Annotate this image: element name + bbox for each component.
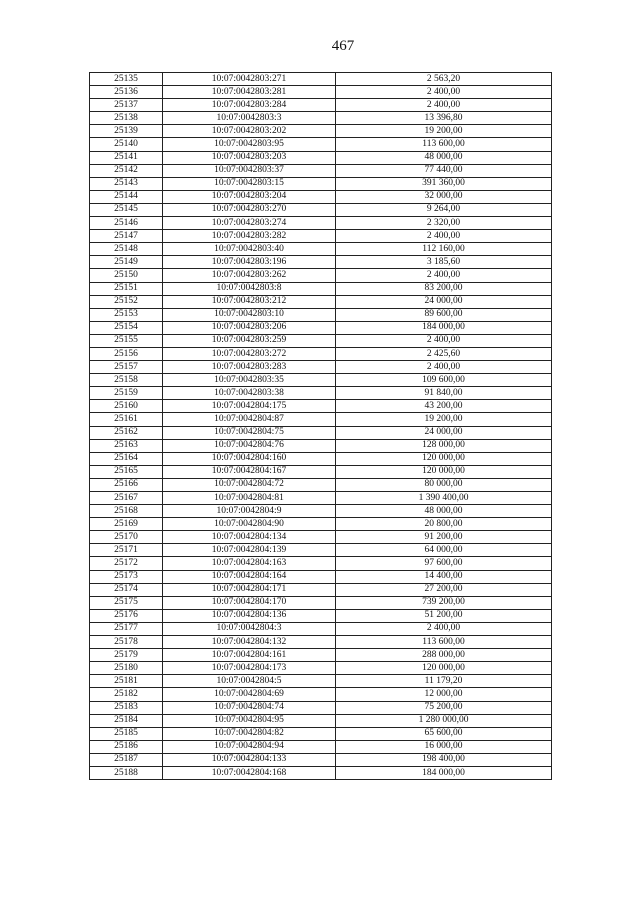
cadastral-value-cell: 184 000,00: [336, 766, 552, 779]
cadastral-value-cell: 91 200,00: [336, 531, 552, 544]
cadastral-number-cell: 10:07:0042803:10: [163, 308, 336, 321]
cadastral-number-cell: 10:07:0042803:37: [163, 164, 336, 177]
row-number-cell: 25172: [90, 557, 163, 570]
row-number-cell: 25163: [90, 439, 163, 452]
cadastral-number-cell: 10:07:0042804:167: [163, 465, 336, 478]
cadastral-value-cell: 2 400,00: [336, 86, 552, 99]
cadastral-value-cell: 19 200,00: [336, 125, 552, 138]
table-row: [90, 727, 552, 740]
table-row: [90, 282, 552, 295]
row-number-cell: 25169: [90, 518, 163, 531]
table-row: [90, 714, 552, 727]
cadastral-value-cell: 16 000,00: [336, 740, 552, 753]
cadastral-value-cell: 80 000,00: [336, 478, 552, 491]
cadastral-number-cell: 10:07:0042804:9: [163, 505, 336, 518]
row-number-cell: 25153: [90, 308, 163, 321]
cadastral-value-cell: 91 840,00: [336, 387, 552, 400]
cadastral-value-cell: 184 000,00: [336, 321, 552, 334]
table-row: [90, 164, 552, 177]
table-row: [90, 766, 552, 779]
table-row: [90, 177, 552, 190]
row-number-cell: 25160: [90, 400, 163, 413]
table-row: [90, 452, 552, 465]
table-row: [90, 753, 552, 766]
table-row: [90, 636, 552, 649]
table-row: [90, 426, 552, 439]
table-row: [90, 374, 552, 387]
cadastral-value-cell: 13 396,80: [336, 112, 552, 125]
table-row: [90, 190, 552, 203]
cadastral-value-cell: 75 200,00: [336, 701, 552, 714]
row-number-cell: 25177: [90, 622, 163, 635]
table-row: [90, 740, 552, 753]
cadastral-number-cell: 10:07:0042804:175: [163, 400, 336, 413]
cadastral-number-cell: 10:07:0042804:163: [163, 557, 336, 570]
cadastral-value-cell: 48 000,00: [336, 505, 552, 518]
cadastral-value-cell: 1 280 000,00: [336, 714, 552, 727]
row-number-cell: 25170: [90, 531, 163, 544]
cadastral-number-cell: 10:07:0042804:134: [163, 531, 336, 544]
cadastral-value-cell: 739 200,00: [336, 596, 552, 609]
cadastral-value-cell: 120 000,00: [336, 662, 552, 675]
cadastral-number-cell: 10:07:0042803:270: [163, 203, 336, 216]
row-number-cell: 25174: [90, 583, 163, 596]
row-number-cell: 25146: [90, 217, 163, 230]
cadastral-number-cell: 10:07:0042804:160: [163, 452, 336, 465]
table-row: [90, 478, 552, 491]
row-number-cell: 25152: [90, 295, 163, 308]
table-row: [90, 596, 552, 609]
table-row: [90, 151, 552, 164]
cadastral-value-cell: 43 200,00: [336, 400, 552, 413]
cadastral-number-cell: 10:07:0042804:74: [163, 701, 336, 714]
cadastral-value-cell: 48 000,00: [336, 151, 552, 164]
table-row: [90, 334, 552, 347]
row-number-cell: 25159: [90, 387, 163, 400]
cadastral-number-cell: 10:07:0042804:94: [163, 740, 336, 753]
table-row: [90, 492, 552, 505]
cadastral-value-cell: 2 400,00: [336, 99, 552, 112]
cadastral-number-cell: 10:07:0042804:72: [163, 478, 336, 491]
cadastral-number-cell: 10:07:0042804:139: [163, 544, 336, 557]
row-number-cell: 25185: [90, 727, 163, 740]
table-row: [90, 505, 552, 518]
cadastral-value-cell: 113 600,00: [336, 636, 552, 649]
row-number-cell: 25183: [90, 701, 163, 714]
row-number-cell: 25166: [90, 478, 163, 491]
row-number-cell: 25149: [90, 256, 163, 269]
table-row: [90, 321, 552, 334]
table-row: [90, 347, 552, 360]
cadastral-value-cell: 19 200,00: [336, 413, 552, 426]
cadastral-value-cell: 83 200,00: [336, 282, 552, 295]
row-number-cell: 25179: [90, 649, 163, 662]
row-number-cell: 25142: [90, 164, 163, 177]
cadastral-value-cell: 120 000,00: [336, 465, 552, 478]
table-row: [90, 465, 552, 478]
cadastral-number-cell: 10:07:0042804:87: [163, 413, 336, 426]
cadastral-number-cell: 10:07:0042803:272: [163, 347, 336, 360]
table-row: [90, 86, 552, 99]
row-number-cell: 25135: [90, 73, 163, 86]
cadastral-value-cell: 2 400,00: [336, 334, 552, 347]
row-number-cell: 25139: [90, 125, 163, 138]
row-number-cell: 25184: [90, 714, 163, 727]
cadastral-number-cell: 10:07:0042804:95: [163, 714, 336, 727]
row-number-cell: 25164: [90, 452, 163, 465]
cadastral-number-cell: 10:07:0042804:82: [163, 727, 336, 740]
row-number-cell: 25156: [90, 347, 163, 360]
row-number-cell: 25181: [90, 675, 163, 688]
table-row: [90, 675, 552, 688]
cadastral-number-cell: 10:07:0042803:3: [163, 112, 336, 125]
table-row: [90, 217, 552, 230]
table-row: [90, 308, 552, 321]
table-row: [90, 125, 552, 138]
cadastral-value-cell: 120 000,00: [336, 452, 552, 465]
row-number-cell: 25155: [90, 334, 163, 347]
table-row: [90, 583, 552, 596]
row-number-cell: 25176: [90, 609, 163, 622]
table-row: [90, 701, 552, 714]
row-number-cell: 25141: [90, 151, 163, 164]
row-number-cell: 25137: [90, 99, 163, 112]
cadastral-number-cell: 10:07:0042803:271: [163, 73, 336, 86]
row-number-cell: 25161: [90, 413, 163, 426]
row-number-cell: 25157: [90, 361, 163, 374]
cadastral-number-cell: 10:07:0042803:212: [163, 295, 336, 308]
cadastral-value-cell: 2 320,00: [336, 217, 552, 230]
table-row: [90, 662, 552, 675]
cadastral-value-cell: 2 425,60: [336, 347, 552, 360]
cadastral-number-cell: 10:07:0042804:81: [163, 492, 336, 505]
cadastral-value-cell: 2 400,00: [336, 361, 552, 374]
cadastral-number-cell: 10:07:0042804:133: [163, 753, 336, 766]
cadastral-number-cell: 10:07:0042804:3: [163, 622, 336, 635]
cadastral-value-cell: 1 390 400,00: [336, 492, 552, 505]
cadastral-number-cell: 10:07:0042804:170: [163, 596, 336, 609]
cadastral-value-cell: 24 000,00: [336, 295, 552, 308]
row-number-cell: 25143: [90, 177, 163, 190]
table-row: [90, 439, 552, 452]
table-row: [90, 256, 552, 269]
cadastral-number-cell: 10:07:0042803:38: [163, 387, 336, 400]
cadastral-number-cell: 10:07:0042804:90: [163, 518, 336, 531]
table-row: [90, 138, 552, 151]
cadastral-number-cell: 10:07:0042803:35: [163, 374, 336, 387]
row-number-cell: 25188: [90, 766, 163, 779]
cadastral-value-cell: 2 400,00: [336, 230, 552, 243]
cadastral-value-cell: 288 000,00: [336, 649, 552, 662]
cadastral-number-cell: 10:07:0042804:173: [163, 662, 336, 675]
cadastral-number-cell: 10:07:0042804:76: [163, 439, 336, 452]
cadastral-value-cell: 113 600,00: [336, 138, 552, 151]
row-number-cell: 25162: [90, 426, 163, 439]
table-row: [90, 295, 552, 308]
table-row: [90, 622, 552, 635]
row-number-cell: 25144: [90, 190, 163, 203]
cadastral-value-cell: 11 179,20: [336, 675, 552, 688]
cadastral-number-cell: 10:07:0042803:203: [163, 151, 336, 164]
table-row: [90, 73, 552, 86]
row-number-cell: 25180: [90, 662, 163, 675]
table-row: [90, 203, 552, 216]
cadastral-value-cell: 24 000,00: [336, 426, 552, 439]
cadastral-value-table: [89, 72, 552, 780]
table-row: [90, 361, 552, 374]
row-number-cell: 25173: [90, 570, 163, 583]
cadastral-value-cell: 14 400,00: [336, 570, 552, 583]
cadastral-number-cell: 10:07:0042804:161: [163, 649, 336, 662]
row-number-cell: 25140: [90, 138, 163, 151]
table-row: [90, 570, 552, 583]
cadastral-value-cell: 9 264,00: [336, 203, 552, 216]
cadastral-number-cell: 10:07:0042803:40: [163, 243, 336, 256]
cadastral-value-cell: 65 600,00: [336, 727, 552, 740]
cadastral-number-cell: 10:07:0042804:5: [163, 675, 336, 688]
cadastral-number-cell: 10:07:0042803:204: [163, 190, 336, 203]
cadastral-number-cell: 10:07:0042804:75: [163, 426, 336, 439]
cadastral-value-cell: 20 800,00: [336, 518, 552, 531]
table-row: [90, 688, 552, 701]
table-row: [90, 518, 552, 531]
row-number-cell: 25178: [90, 636, 163, 649]
cadastral-value-cell: 109 600,00: [336, 374, 552, 387]
cadastral-number-cell: 10:07:0042804:168: [163, 766, 336, 779]
row-number-cell: 25171: [90, 544, 163, 557]
table-row: [90, 112, 552, 125]
cadastral-number-cell: 10:07:0042803:283: [163, 361, 336, 374]
cadastral-number-cell: 10:07:0042803:95: [163, 138, 336, 151]
cadastral-number-cell: 10:07:0042804:69: [163, 688, 336, 701]
cadastral-value-cell: 77 440,00: [336, 164, 552, 177]
table-row: [90, 269, 552, 282]
row-number-cell: 25147: [90, 230, 163, 243]
row-number-cell: 25148: [90, 243, 163, 256]
cadastral-value-cell: 89 600,00: [336, 308, 552, 321]
row-number-cell: 25182: [90, 688, 163, 701]
row-number-cell: 25167: [90, 492, 163, 505]
row-number-cell: 25151: [90, 282, 163, 295]
cadastral-value-cell: 2 563,20: [336, 73, 552, 86]
cadastral-value-cell: 112 160,00: [336, 243, 552, 256]
row-number-cell: 25175: [90, 596, 163, 609]
cadastral-value-cell: 97 600,00: [336, 557, 552, 570]
row-number-cell: 25165: [90, 465, 163, 478]
cadastral-value-cell: 391 360,00: [336, 177, 552, 190]
cadastral-number-cell: 10:07:0042804:136: [163, 609, 336, 622]
row-number-cell: 25138: [90, 112, 163, 125]
cadastral-number-cell: 10:07:0042803:274: [163, 217, 336, 230]
cadastral-value-cell: 32 000,00: [336, 190, 552, 203]
table-row: [90, 609, 552, 622]
row-number-cell: 25187: [90, 753, 163, 766]
row-number-cell: 25186: [90, 740, 163, 753]
row-number-cell: 25158: [90, 374, 163, 387]
cadastral-number-cell: 10:07:0042803:259: [163, 334, 336, 347]
table-row: [90, 230, 552, 243]
row-number-cell: 25150: [90, 269, 163, 282]
row-number-cell: 25145: [90, 203, 163, 216]
page-number: 467: [331, 38, 355, 54]
cadastral-value-cell: 128 000,00: [336, 439, 552, 452]
cadastral-number-cell: 10:07:0042804:171: [163, 583, 336, 596]
table-row: [90, 557, 552, 570]
table-row: [90, 531, 552, 544]
row-number-cell: 25154: [90, 321, 163, 334]
cadastral-value-cell: 51 200,00: [336, 609, 552, 622]
table-row: [90, 99, 552, 112]
cadastral-value-cell: 3 185,60: [336, 256, 552, 269]
row-number-cell: 25168: [90, 505, 163, 518]
cadastral-number-cell: 10:07:0042803:202: [163, 125, 336, 138]
cadastral-value-cell: 2 400,00: [336, 269, 552, 282]
table-row: [90, 243, 552, 256]
cadastral-value-cell: 198 400,00: [336, 753, 552, 766]
cadastral-value-cell: 2 400,00: [336, 622, 552, 635]
cadastral-value-cell: 27 200,00: [336, 583, 552, 596]
cadastral-number-cell: 10:07:0042803:196: [163, 256, 336, 269]
table-row: [90, 649, 552, 662]
cadastral-value-cell: 12 000,00: [336, 688, 552, 701]
cadastral-number-cell: 10:07:0042803:15: [163, 177, 336, 190]
table-body: [90, 73, 552, 780]
cadastral-number-cell: 10:07:0042803:262: [163, 269, 336, 282]
cadastral-number-cell: 10:07:0042804:164: [163, 570, 336, 583]
cadastral-number-cell: 10:07:0042803:284: [163, 99, 336, 112]
cadastral-number-cell: 10:07:0042803:206: [163, 321, 336, 334]
table-row: [90, 544, 552, 557]
table-row: [90, 413, 552, 426]
cadastral-number-cell: 10:07:0042804:132: [163, 636, 336, 649]
cadastral-number-cell: 10:07:0042803:8: [163, 282, 336, 295]
table-row: [90, 400, 552, 413]
row-number-cell: 25136: [90, 86, 163, 99]
cadastral-number-cell: 10:07:0042803:281: [163, 86, 336, 99]
cadastral-value-cell: 64 000,00: [336, 544, 552, 557]
table-row: [90, 387, 552, 400]
cadastral-number-cell: 10:07:0042803:282: [163, 230, 336, 243]
